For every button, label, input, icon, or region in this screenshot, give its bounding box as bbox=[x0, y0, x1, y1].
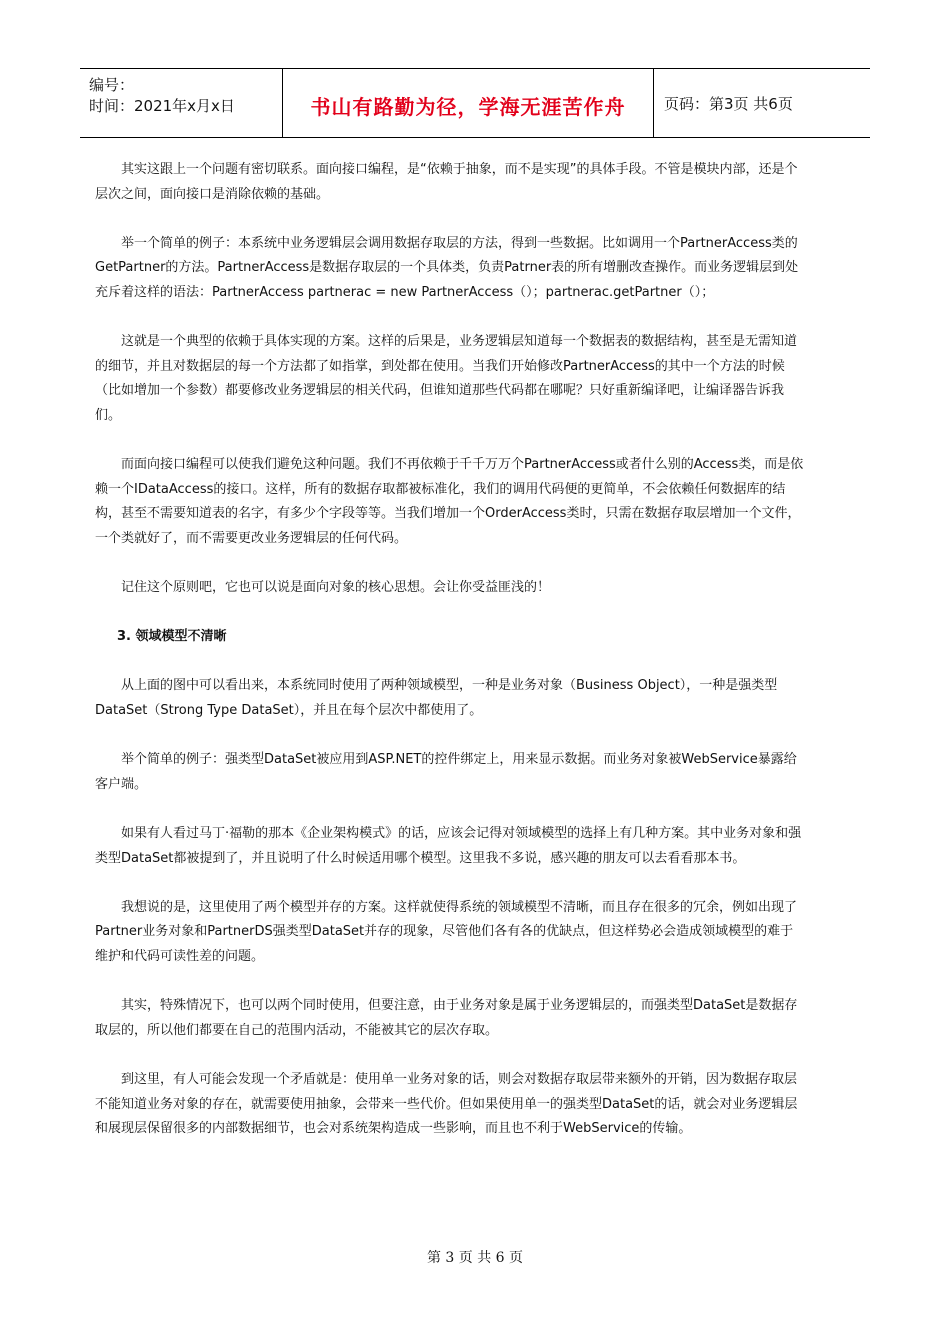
paragraph: 举一个简单的例子：本系统中业务逻辑层会调用数据存取层的方法，得到一些数据。比如调用一个PartnerAccess类的GetPartner的方法。PartnerAccess是数据存取层的一个具体类，负责Patrner表的所有增删改查操作。而业务逻辑层到处充斥着这样的语法：PartnerAccess partnerac = new PartnerAccess（）；partnerac.getPartner（）； bbox=[95, 235, 799, 300]
page-header bbox=[80, 68, 870, 138]
paragraph: 其实这跟上一个问题有密切联系。面向接口编程，是“依赖于抽象，而不是实现”的具体手段。不管是模块内部，还是个层次之间，面向接口是消除依赖的基础。 bbox=[95, 162, 798, 202]
paragraph: 举个简单的例子：强类型DataSet被应用到ASP.NET的控件绑定上，用来显示数据。而业务对象被WebService暴露给客户端。 bbox=[95, 752, 797, 792]
document-body bbox=[95, 158, 805, 1166]
paragraph: 而面向接口编程可以使我们避免这种问题。我们不再依赖于千千万万个PartnerAccess或者什么别的Access类，而是依赖一个IDataAccess的接口。这样，所有的数据存取都被标准化，我们的调用代码便的更简单，不会依赖任何数据库的结构，甚至不需要知道表的名字，有多少个字段等等。当我们增加一个OrderAccess类时，只需在数据存取层增加一个文件，一个类就好了，而不需要更改业务逻辑层的任何代码。 bbox=[95, 457, 804, 546]
header-left-cell bbox=[80, 69, 282, 137]
page-info: 页码：第3页 共6页 bbox=[664, 94, 793, 113]
section-heading: 3. 领域模型不清晰 bbox=[117, 629, 227, 645]
paragraph: 其实，特殊情况下，也可以两个同时使用，但要注意，由于业务对象是属于业务逻辑层的，而强类型DataSet是数据存取层的，所以他们都要在自己的范围内活动，不能被其它的层次存取。 bbox=[95, 998, 798, 1038]
motto: 书山有路勤为径，学海无涯苦作舟 bbox=[282, 69, 654, 137]
paragraph: 从上面的图中可以看出来，本系统同时使用了两种领域模型，一种是业务对象（Business Object），一种是强类型DataSet（Strong Type DataSet），并且在每个层次中都使用了。 bbox=[95, 678, 778, 719]
paragraph: 我想说的是，这里使用了两个模型并存的方案。这样就使得系统的领域模型不清晰，而且存在很多的冗余，例如出现了Partner业务对象和PartnerDS强类型DataSet并存的现象，尽管他们各有各的优缺点，但这样势必会造成领域模型的难于维护和代码可读性差的问题。 bbox=[95, 899, 798, 964]
paragraph: 如果有人看过马丁·福勒的那本《企业架构模式》的话，应该会记得对领域模型的选择上有几种方案。其中业务对象和强类型DataSet都被提到了，并且说明了什么时候适用哪个模型。这里我不多说，感兴趣的朋友可以去看看那本书。 bbox=[95, 826, 802, 866]
paragraph: 这就是一个典型的依赖于具体实现的方案。这样的后果是，业务逻辑层知道每一个数据表的数据结构，甚至是无需知道的细节，并且对数据层的每一个方法都了如指掌，到处都在使用。当我们开始修改PartnerAccess的其中一个方法的时候（比如增加一个参数）都要修改业务逻辑层的相关代码，但谁知道那些代码都在哪呢？只好重新编译吧，让编译器告诉我们。 bbox=[95, 334, 798, 423]
paragraph: 记住这个原则吧，它也可以说是面向对象的核心思想。会让你受益匪浅的！ bbox=[121, 580, 551, 596]
code-label: 编号： bbox=[89, 76, 135, 94]
time-label: 时间：2021年x月x日 bbox=[89, 97, 235, 115]
page-footer: 第 3 页 共 6 页 bbox=[426, 1250, 524, 1266]
paragraph: 到这里，有人可能会发现一个矛盾就是：使用单一业务对象的话，则会对数据存取层带来额外的开销，因为数据存取层不能知道业务对象的存在，就需要使用抽象，会带来一些代价。但如果使用单一的强类型DataSet的话，就会对业务逻辑层和展现层保留很多的内部数据细节，也会对系统架构造成一些影响，而且也不利于WebService的传输。 bbox=[95, 1071, 798, 1137]
